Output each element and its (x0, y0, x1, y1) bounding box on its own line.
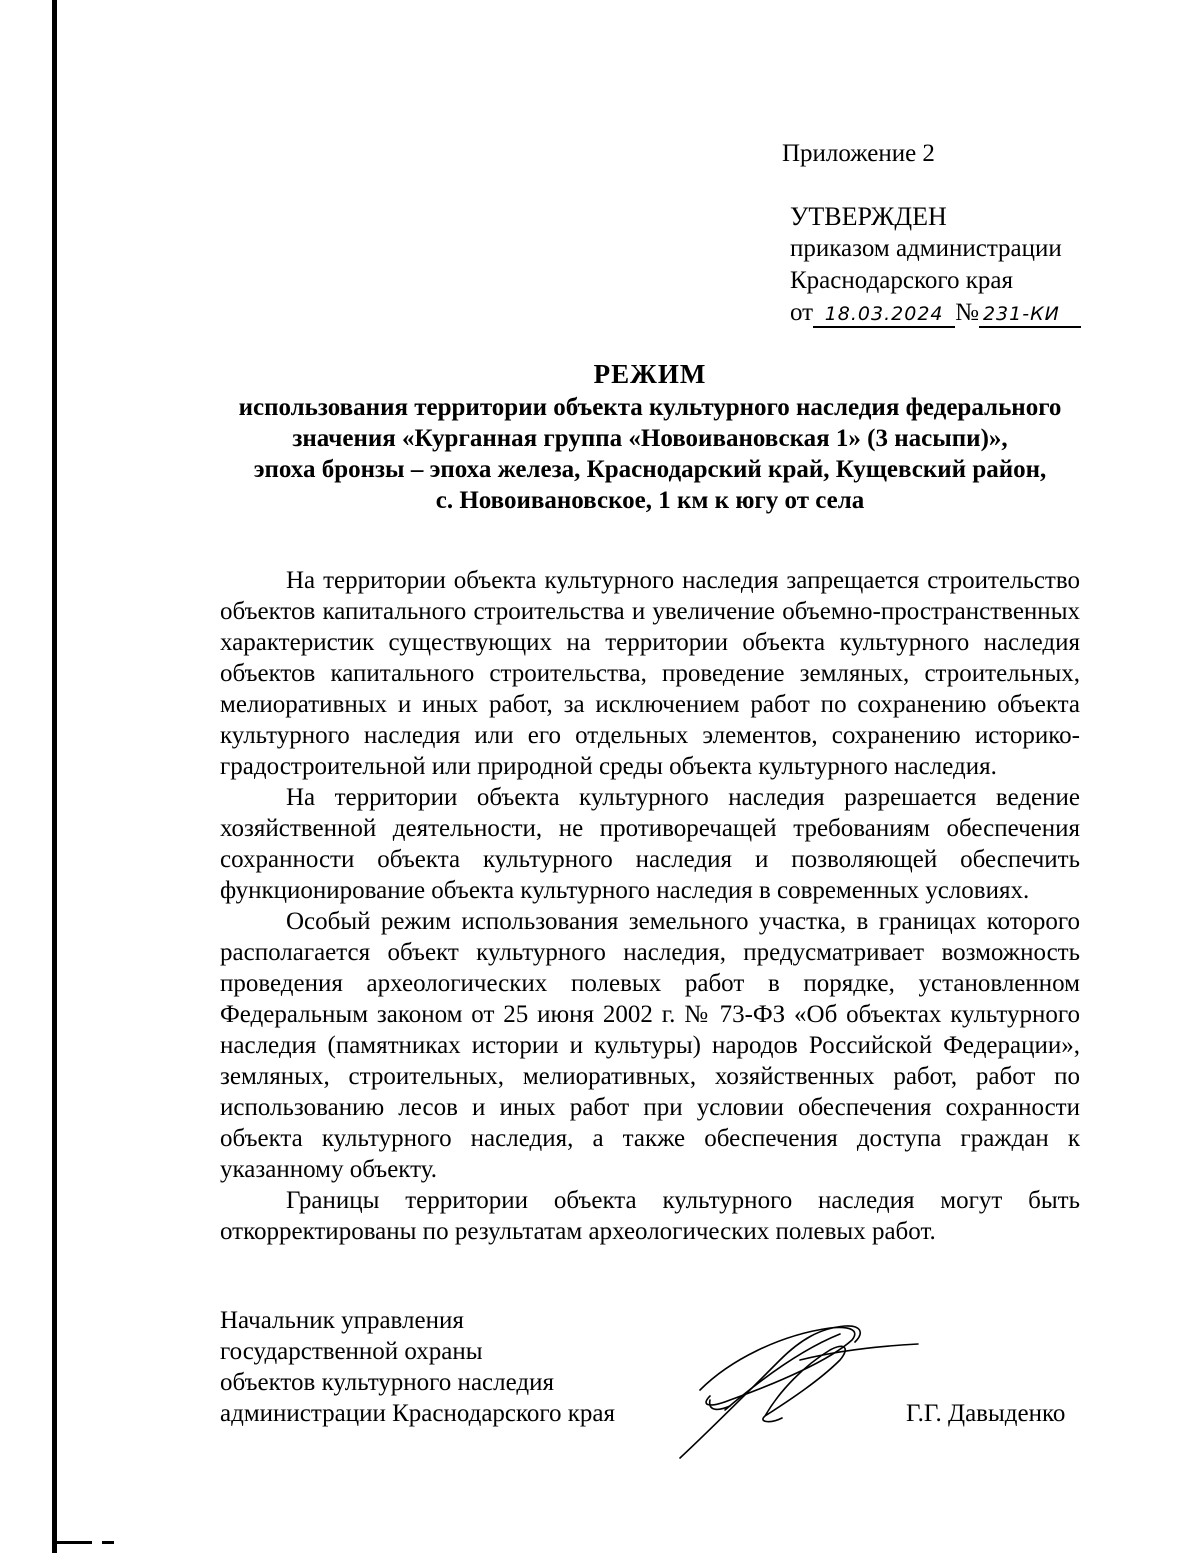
title-main: РЕЖИМ (593, 359, 707, 389)
order-number: 231-КИ (979, 302, 1081, 328)
paragraph-1: На территории объекта культурного наследия запрещается строительство объектов капитального строительства и увеличение объемно-пространственных характеристик существующих на территории объекта культурного наследия объектов капитального строительства, проведение земляных, строительных, мелиоративных и иных работ, за исключением работ по сохранению объекта культурного наследия или его отдельных элементов, сохранению историко-градостроительной или природной среды объекта культурного наследия. (220, 567, 1080, 780)
approval-line-1: приказом администрации (790, 235, 1062, 262)
position-line-1: Начальник управления (220, 1307, 464, 1334)
paragraph-3: Особый режим использования земельного участка, в границах которого располагается объект культурного наследия, предусматривает возможность проведения археологических полевых работ в порядке, установленном Федеральным законом от 25 июня 2002 г. № 73-ФЗ «Об объектах культурного наследия (памятниках истории и культуры) народов Российской Федерации», земляных, строительных, мелиоративных, хозяйственных работ, работ по использованию лесов и иных работ при условии обеспечения сохранности объекта культурного наследия, а также обеспечения доступа граждан к указанному объекту. (220, 908, 1080, 1183)
approval-caption: УТВЕРЖДЕН (790, 202, 947, 231)
order-line (790, 297, 1081, 329)
signatory-name: Г.Г. Давыденко (906, 1400, 1066, 1427)
position-line-2: государственной охраны (220, 1338, 483, 1365)
title-line-4: с. Новоивановское, 1 км к югу от села (435, 487, 865, 514)
order-number-prefix: № (955, 299, 979, 326)
title-line-2: значения «Курганная группа «Новоивановская 1» (3 насыпи)», (292, 425, 1008, 452)
document-body (220, 565, 1080, 1247)
position-line-4: администрации Краснодарского края (220, 1400, 616, 1427)
paragraph-4: Границы территории объекта культурного наследия могут быть откорректированы по результатам археологических полевых работ. (220, 1187, 1080, 1245)
order-date: 18.03.2024 (813, 302, 955, 328)
title-line-1: использования территории объекта культурного наследия федерального (238, 394, 1062, 421)
signatory-position (220, 1305, 615, 1429)
handwritten-signature (670, 1320, 930, 1460)
appendix-label: Приложение 2 (782, 140, 935, 167)
approval-line-2: Краснодарского края (790, 267, 1013, 294)
scan-dash (102, 1541, 114, 1544)
paragraph-2: На территории объекта культурного наследия разрешается ведение хозяйственной деятельности, не противоречащей требованиям обеспечения сохранности объекта культурного наследия и позволяющей обеспечить функционирование объекта культурного наследия в современных условиях. (220, 784, 1080, 904)
position-line-3: объектов культурного наследия (220, 1369, 554, 1396)
order-from-prefix: от (790, 299, 814, 326)
title-line-3: эпоха бронзы – эпоха железа, Краснодарский край, Кущевский район, (253, 456, 1047, 483)
scan-edge-left (52, 0, 57, 1553)
scan-edge-bottom (52, 1541, 92, 1544)
document-title (160, 356, 1140, 516)
approval-stamp-block (790, 201, 1081, 329)
